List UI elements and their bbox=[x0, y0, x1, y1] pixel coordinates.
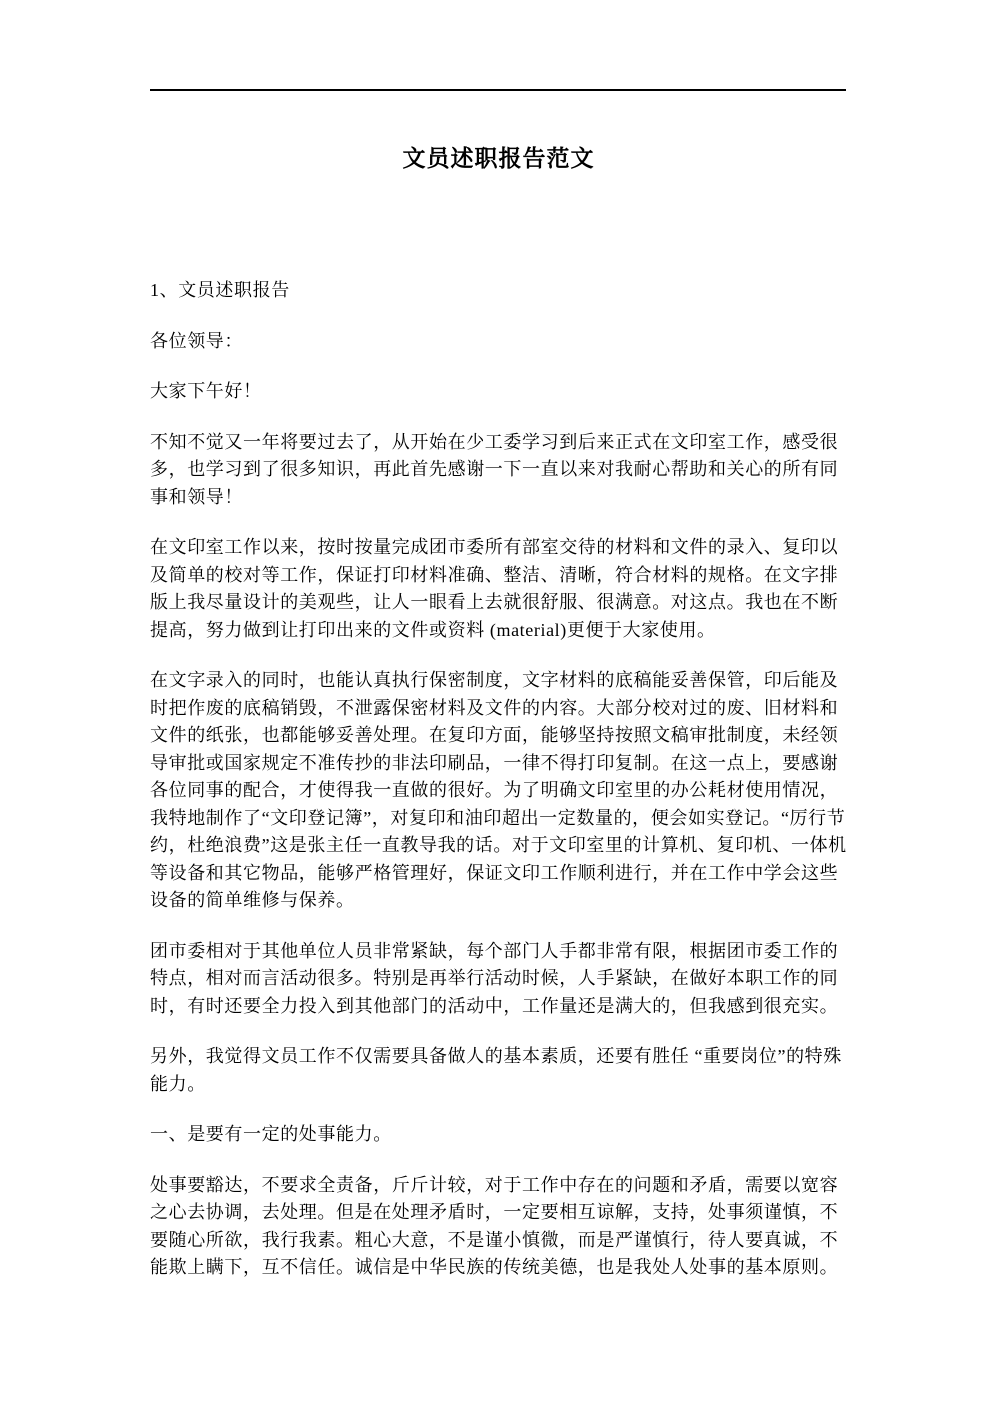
document-title: 文员述职报告范文 bbox=[402, 146, 595, 172]
paragraph-staff-shortage: 团市委相对于其他单位人员非常紧缺，每个部门人手都非常有限，根据团市委工作的特点，相对而言活动很多。特别是再举行活动时候，人手紧缺，在做好本职工作的同时，有时还要全力投入到其他部门的活动中，工作量还是满大的，但我感到很充实。 bbox=[150, 940, 839, 1016]
paragraph-special-ability: 另外，我觉得文员工作不仅需要具备做人的基本素质，还要有胜任 “重要岗位”的特殊能力。 bbox=[150, 1046, 842, 1094]
paragraph-intro: 不知不觉又一年将要过去了，从开始在少工委学习到后来正式在文印室工作，感受很多，也学习到了很多知识，再此首先感谢一下一直以来对我耐心帮助和关心的所有同事和领导！ bbox=[150, 431, 839, 507]
paragraph-greeting: 大家下午好！ bbox=[150, 381, 262, 401]
paragraph-confidentiality: 在文字录入的同时，也能认真执行保密制度，文字材料的底稿能妥善保管，印后能及时把作废的底稿销毁，不泄露保密材料及文件的内容。大部分校对过的废、旧材料和文件的纸张，也都能够妥善处理。在复印方面，能够坚持按照文稿审批制度，未经领导审批或国家规定不准传抄的非法印刷品，一律不得打印复制。在这一点上，要感谢各位同事的配合，才使得我一直做的很好。为了明确文印室里的办公耗材使用情况，我特地制作了“文印登记簿”，对复印和油印超出一定数量的，便会如实登记。“厉行节约，杜绝浪费”这是张主任一直教导我的话。对于文印室里的计算机、复印机、一体机等设备和其它物品，能够严格管理好，保证文印工作顺利进行，并在工作中学会这些设备的简单维修与保养。 bbox=[150, 670, 847, 910]
paragraph-section-heading-one: 一、是要有一定的处事能力。 bbox=[150, 1124, 392, 1144]
paragraph-list-number: 1、文员述职报告 bbox=[150, 280, 290, 300]
paragraph-handling-affairs: 处事要豁达，不要求全责备，斤斤计较，对于工作中存在的问题和矛盾，需要以宽容之心去协调，去处理。但是在处理矛盾时，一定要相互谅解，支持，处事须谨慎，不要随心所欲，我行我素。粗心大意，不是谨小慎微，而是严谨慎行，待人要真诚，不能欺上瞒下，互不信任。诚信是中华民族的传统美德，也是我处人处事的基本原则。 bbox=[150, 1174, 839, 1277]
header-rule bbox=[150, 89, 846, 91]
document-body bbox=[150, 277, 847, 1305]
paragraph-print-room-work: 在文印室工作以来，按时按量完成团市委所有部室交待的材料和文件的录入、复印以及简单的校对等工作，保证打印材料准确、整洁、清晰，符合材料的规格。在文字排版上我尽量设计的美观些，让人一眼看上去就很舒服、很满意。对这点。我也在不断提高，努力做到让打印出来的文件或资料 (material)更便于大家使用。 bbox=[150, 537, 839, 640]
paragraph-salutation: 各位领导： bbox=[150, 330, 243, 351]
